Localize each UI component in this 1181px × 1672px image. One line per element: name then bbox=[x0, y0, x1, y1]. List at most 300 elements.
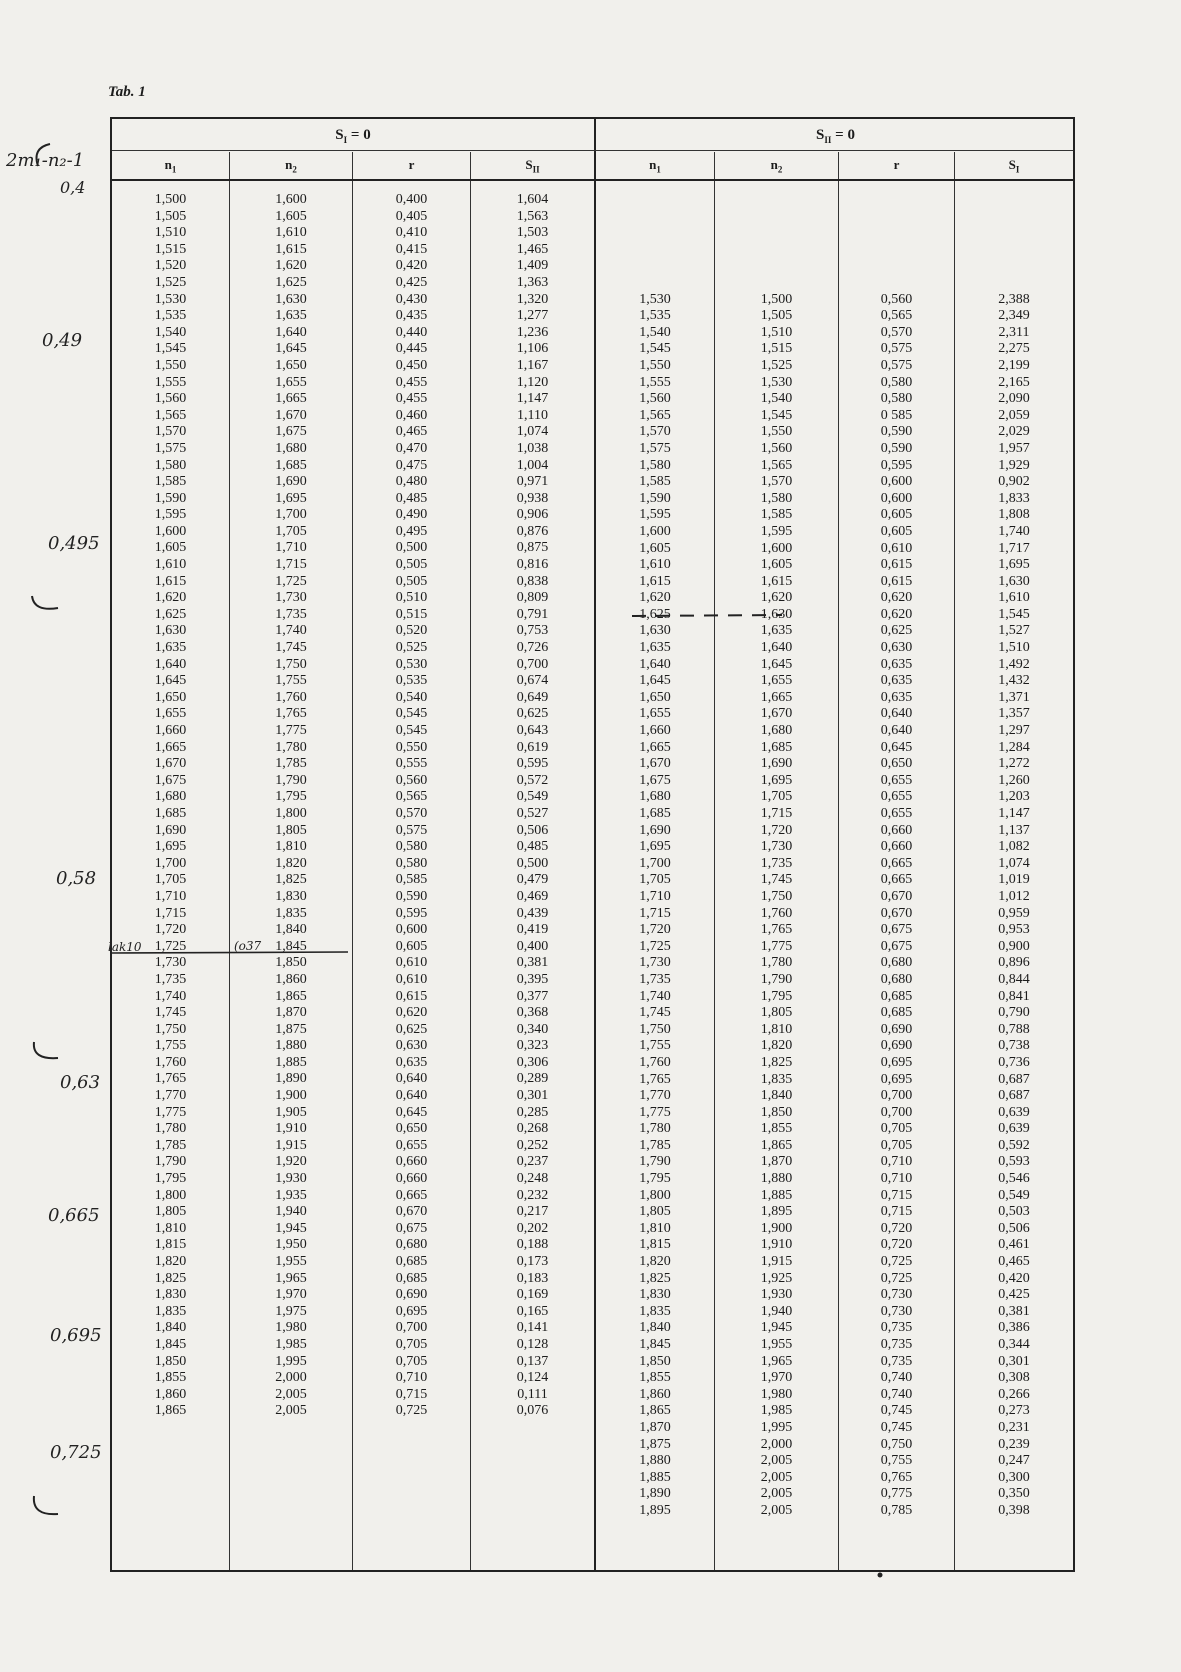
table-cell: 1,320 bbox=[516, 291, 549, 307]
table-cell: 1,860 bbox=[639, 1386, 671, 1402]
table-cell: 0,735 bbox=[880, 1353, 913, 1369]
table-cell: 1,640 bbox=[275, 324, 307, 340]
table-cell: 1,685 bbox=[154, 805, 187, 821]
table-cell: 0,790 bbox=[998, 1005, 1030, 1021]
table-cell: 0,415 bbox=[395, 241, 428, 257]
table-cell: 1,740 bbox=[154, 988, 187, 1004]
table-cell: 1,357 bbox=[998, 706, 1030, 722]
table-cell: 1,830 bbox=[154, 1287, 187, 1303]
table-cell: 0,705 bbox=[880, 1137, 913, 1153]
table-cell: 1,929 bbox=[998, 457, 1030, 473]
table-cell: 1,805 bbox=[760, 1005, 793, 1021]
table-cell: 0,700 bbox=[880, 1088, 913, 1104]
table-cell: 0,725 bbox=[395, 1403, 428, 1419]
table-cell: 1,650 bbox=[154, 689, 187, 705]
table-cell: 1,432 bbox=[998, 673, 1030, 689]
table-cell: 0,675 bbox=[880, 922, 913, 938]
table-cell: 0,252 bbox=[516, 1137, 549, 1153]
table-cell: 0,485 bbox=[516, 839, 549, 855]
table-cell: 1,074 bbox=[516, 424, 549, 440]
table-cell: 1,655 bbox=[760, 673, 793, 689]
table-cell: 1,650 bbox=[275, 357, 307, 373]
table-cell: 0,344 bbox=[998, 1337, 1030, 1352]
table-cell: 2,005 bbox=[275, 1403, 307, 1419]
table-cell: 0,111 bbox=[517, 1386, 548, 1402]
table-cell: 0,580 bbox=[880, 374, 913, 390]
table-cell: 2,000 bbox=[760, 1436, 793, 1452]
table-cell: 1,880 bbox=[760, 1171, 793, 1187]
table-cell: 1,780 bbox=[154, 1121, 187, 1137]
table-cell: 1,120 bbox=[516, 374, 549, 390]
table-cell: 0,687 bbox=[998, 1071, 1030, 1087]
table-cell: 0,419 bbox=[516, 922, 549, 938]
table-cell: 2,029 bbox=[998, 424, 1030, 440]
table-cell: 0,455 bbox=[395, 391, 428, 407]
table-cell: 1,550 bbox=[154, 357, 187, 373]
table-cell: 1,260 bbox=[998, 772, 1030, 788]
table-cell: 2,165 bbox=[998, 374, 1030, 390]
table-cell: 0,460 bbox=[395, 407, 428, 423]
table-cell: 1,775 bbox=[760, 938, 793, 954]
table-cell: 0,620 bbox=[880, 590, 913, 606]
table-cell: 2,005 bbox=[760, 1486, 793, 1502]
table-cell: 1,675 bbox=[154, 772, 187, 788]
table-cell: 1,820 bbox=[154, 1254, 187, 1269]
table-cell: 1,885 bbox=[760, 1187, 793, 1203]
table-cell: 1,920 bbox=[275, 1154, 307, 1170]
table-cell: 0,725 bbox=[880, 1270, 913, 1286]
table-cell: 1,620 bbox=[275, 258, 307, 274]
col-header-r: r bbox=[408, 157, 415, 172]
table-cell: 1,910 bbox=[275, 1121, 307, 1137]
table-cell: 0,655 bbox=[880, 806, 913, 821]
table-cell: 1,835 bbox=[154, 1303, 187, 1319]
table-cell: 1,760 bbox=[639, 1054, 671, 1070]
table-cell: 0,165 bbox=[516, 1303, 549, 1319]
left-r-column bbox=[353, 192, 470, 1420]
table-cell: 1,605 bbox=[275, 208, 307, 224]
table-cell: 1,955 bbox=[760, 1337, 793, 1352]
table-cell: 1,830 bbox=[639, 1287, 671, 1303]
table-cell: 1,236 bbox=[516, 324, 549, 340]
table-cell: 0,720 bbox=[880, 1220, 913, 1236]
table-cell: 1,745 bbox=[275, 640, 307, 656]
table-cell: 0,619 bbox=[516, 739, 549, 755]
table-cell: 1,815 bbox=[639, 1237, 671, 1253]
table-cell: 1,297 bbox=[998, 723, 1030, 739]
table-cell: 0,788 bbox=[998, 1021, 1030, 1037]
col-header-r-right: r bbox=[893, 157, 900, 172]
table-cell: 1,910 bbox=[760, 1237, 793, 1253]
table-cell: 1,745 bbox=[154, 1005, 187, 1021]
table-cell: 1,790 bbox=[154, 1154, 187, 1170]
table-cell: 1,740 bbox=[639, 988, 671, 1004]
table-cell: 2,005 bbox=[760, 1502, 793, 1518]
table-cell: 1,690 bbox=[275, 474, 307, 490]
table-cell: 0,753 bbox=[516, 623, 549, 639]
table-cell: 1,630 bbox=[760, 606, 793, 622]
table-cell: 1,745 bbox=[760, 872, 793, 888]
table-cell: 1,895 bbox=[760, 1204, 793, 1220]
table-cell: 1,870 bbox=[275, 1005, 307, 1021]
ink-dot bbox=[875, 1570, 885, 1580]
table-cell: 1,500 bbox=[760, 291, 793, 307]
table-cell: 0,665 bbox=[880, 872, 913, 888]
table-cell: 0,308 bbox=[998, 1370, 1030, 1386]
table-cell: 0,593 bbox=[998, 1154, 1030, 1170]
table-cell: 1,940 bbox=[760, 1303, 793, 1319]
table-cell: 1,680 bbox=[154, 789, 187, 805]
table-cell: 1,695 bbox=[760, 772, 793, 788]
table-cell: 1,725 bbox=[275, 573, 307, 589]
table-cell: 0,239 bbox=[998, 1436, 1030, 1452]
table-cell: 1,945 bbox=[760, 1320, 793, 1336]
table-cell: 1,655 bbox=[154, 706, 187, 722]
table-cell: 1,755 bbox=[154, 1038, 187, 1054]
table-cell: 2,000 bbox=[275, 1370, 307, 1386]
table-cell: 0,675 bbox=[880, 938, 913, 954]
table-cell: 1,730 bbox=[639, 955, 671, 971]
table-cell: 0,680 bbox=[395, 1237, 428, 1253]
table-cell: 1,580 bbox=[639, 457, 671, 473]
table-cell: 1,725 bbox=[639, 938, 671, 954]
table-cell: 1,840 bbox=[760, 1088, 793, 1104]
group-title-left: $S_I = 0$ bbox=[335, 127, 371, 145]
table-cell: 1,690 bbox=[639, 822, 671, 838]
table-cell: 2,005 bbox=[275, 1386, 307, 1402]
table-cell: 0,605 bbox=[880, 523, 913, 539]
table-cell: 0,400 bbox=[395, 192, 428, 207]
table-cell: 0,690 bbox=[880, 1038, 913, 1054]
table-cell: 1,820 bbox=[275, 855, 307, 871]
table-cell: 1,775 bbox=[639, 1104, 671, 1120]
table-cell: 1,147 bbox=[516, 391, 549, 407]
table-cell: 0,585 bbox=[395, 872, 428, 888]
margin-hook-mark bbox=[28, 1040, 64, 1066]
table-cell: 0,595 bbox=[395, 905, 428, 921]
table-cell: 1,780 bbox=[275, 739, 307, 755]
table-cell: 0,455 bbox=[395, 374, 428, 390]
table-cell: 1,765 bbox=[154, 1071, 187, 1087]
handnote-lak10: lak10 bbox=[108, 940, 142, 954]
table-cell: 0,735 bbox=[880, 1320, 913, 1336]
table-cell: 0,730 bbox=[880, 1303, 913, 1319]
table-cell: 0,555 bbox=[395, 756, 428, 772]
table-cell: 0,425 bbox=[998, 1287, 1030, 1303]
handnote-0695: 0,695 bbox=[50, 1325, 102, 1346]
table-cell: 1,645 bbox=[639, 673, 671, 689]
table-cell: 0,660 bbox=[880, 822, 913, 838]
table-cell: 1,860 bbox=[275, 971, 307, 987]
table-cell: 0,710 bbox=[880, 1171, 913, 1187]
table-cell: 0,231 bbox=[998, 1419, 1030, 1435]
table-cell: 0,809 bbox=[516, 590, 549, 606]
table-cell: 0,838 bbox=[516, 573, 549, 589]
table-cell: 1,655 bbox=[275, 374, 307, 390]
table-cell: 0,700 bbox=[516, 656, 549, 672]
margin-hook-mark bbox=[28, 592, 64, 618]
handnote-04: 0,4 bbox=[60, 178, 86, 197]
table-cell: 1,500 bbox=[154, 192, 187, 207]
table-cell: 1,750 bbox=[154, 1021, 187, 1037]
table-cell: 2,005 bbox=[760, 1453, 793, 1469]
table-cell: 1,465 bbox=[516, 241, 549, 257]
table-cell: 1,550 bbox=[760, 424, 793, 440]
table-cell: 0,560 bbox=[395, 772, 428, 788]
table-cell: 1,660 bbox=[154, 723, 187, 738]
table-cell: 1,630 bbox=[639, 623, 671, 639]
table-cell: 0,232 bbox=[516, 1187, 549, 1203]
table-cell: 1,510 bbox=[760, 324, 793, 340]
table-cell: 1,585 bbox=[639, 474, 671, 490]
table-cell: 0,705 bbox=[395, 1353, 428, 1369]
table-label: Tab. 1 bbox=[108, 84, 146, 100]
table-cell: 0,685 bbox=[880, 988, 913, 1004]
table-cell: 1,604 bbox=[516, 192, 549, 207]
table-cell: 0,500 bbox=[516, 855, 549, 871]
table-cell: 0,639 bbox=[998, 1104, 1030, 1120]
table-cell: 1,615 bbox=[154, 573, 187, 589]
table-cell: 1,835 bbox=[275, 905, 307, 921]
table-cell: 1,665 bbox=[275, 391, 307, 407]
table-cell: 1,765 bbox=[760, 922, 793, 938]
table-cell: 2,275 bbox=[998, 341, 1030, 357]
table-cell: 1,735 bbox=[275, 606, 307, 622]
left-n2-column bbox=[230, 192, 352, 1420]
table-cell: 0,560 bbox=[880, 291, 913, 307]
table-cell: 1,110 bbox=[517, 407, 548, 423]
table-cell: 1,600 bbox=[154, 523, 187, 539]
table-cell: 1,780 bbox=[760, 955, 793, 971]
col-header-sii: $S_{II}$ bbox=[525, 157, 540, 175]
table-cell: 0,247 bbox=[998, 1453, 1030, 1469]
table-cell: 0,775 bbox=[880, 1486, 913, 1502]
handnote-0725: 0,725 bbox=[50, 1442, 102, 1463]
table-cell: 1,905 bbox=[275, 1104, 307, 1120]
table-cell: 1,750 bbox=[275, 656, 307, 672]
table-cell: 0,128 bbox=[516, 1336, 549, 1352]
handnote-049: 0,49 bbox=[42, 330, 83, 351]
table-cell: 1,865 bbox=[154, 1403, 187, 1419]
table-cell: 1,565 bbox=[639, 407, 671, 423]
table-cell: 0,639 bbox=[998, 1121, 1030, 1137]
table-cell: 0,640 bbox=[880, 706, 913, 722]
table-cell: 1,900 bbox=[275, 1088, 307, 1104]
table-cell: 0,572 bbox=[516, 772, 549, 788]
table-cell: 1,695 bbox=[998, 557, 1030, 573]
table-cell: 1,645 bbox=[275, 341, 307, 357]
table-cell: 1,780 bbox=[639, 1121, 671, 1137]
table-cell: 1,575 bbox=[639, 440, 671, 456]
table-cell: 0,124 bbox=[516, 1370, 549, 1386]
table-cell: 2,059 bbox=[998, 407, 1030, 423]
table-cell: 0,745 bbox=[880, 1419, 913, 1435]
margin-hook-mark bbox=[28, 140, 58, 170]
table-cell: 0,461 bbox=[998, 1237, 1030, 1253]
table-cell: 0,590 bbox=[880, 440, 913, 456]
table-cell: 0,300 bbox=[998, 1469, 1030, 1485]
table-cell: 0,605 bbox=[395, 938, 428, 954]
table-cell: 0,465 bbox=[998, 1254, 1030, 1270]
table-cell: 1,965 bbox=[760, 1353, 793, 1369]
table-cell: 0,570 bbox=[880, 324, 913, 340]
table-cell: 0,875 bbox=[516, 540, 549, 556]
table-cell: 1,550 bbox=[639, 357, 671, 373]
table-cell: 1,371 bbox=[998, 689, 1030, 705]
table-cell: 1,675 bbox=[275, 424, 307, 440]
table-cell: 1,875 bbox=[639, 1436, 671, 1452]
table-cell: 0,841 bbox=[998, 988, 1030, 1004]
table-cell: 1,137 bbox=[998, 822, 1030, 838]
table-cell: 0,575 bbox=[880, 341, 913, 357]
handnote-o37: (o37 bbox=[234, 939, 262, 953]
table-cell: 1,545 bbox=[760, 407, 793, 423]
table-cell: 0,076 bbox=[516, 1403, 549, 1419]
table-cell: 1,740 bbox=[275, 623, 307, 639]
col-header-n2: $n_2$ bbox=[285, 157, 297, 175]
table-cell: 1,805 bbox=[275, 822, 307, 838]
table-cell: 1,560 bbox=[639, 391, 671, 407]
table-cell: 0,690 bbox=[880, 1021, 913, 1037]
table-cell: 1,505 bbox=[760, 308, 793, 324]
table-cell: 0,687 bbox=[998, 1088, 1030, 1104]
col-header-n1-right: $n_1$ bbox=[649, 157, 661, 175]
table-cell: 1,680 bbox=[760, 723, 793, 739]
table-cell: 0,685 bbox=[395, 1270, 428, 1286]
table-cell: 1,670 bbox=[154, 756, 187, 772]
table-cell: 0,301 bbox=[998, 1353, 1030, 1369]
table-cell: 1,833 bbox=[998, 490, 1030, 506]
table-cell: 1,695 bbox=[639, 839, 671, 855]
table-cell: 1,019 bbox=[998, 872, 1030, 888]
table-cell: 0,450 bbox=[395, 357, 428, 373]
table-cell: 1,012 bbox=[998, 888, 1030, 904]
table-cell: 1,720 bbox=[639, 922, 671, 938]
table-cell: 0,565 bbox=[880, 308, 913, 324]
table-cell: 0,405 bbox=[395, 208, 428, 224]
table-cell: 1,505 bbox=[154, 208, 187, 224]
table-cell: 0,485 bbox=[395, 490, 428, 506]
table-cell: 0,615 bbox=[395, 988, 428, 1004]
table-cell: 0,289 bbox=[516, 1071, 549, 1087]
table-cell: 1,690 bbox=[760, 756, 793, 772]
table-cell: 1,147 bbox=[998, 806, 1030, 821]
table-cell: 1,545 bbox=[998, 606, 1030, 622]
table-cell: 2,349 bbox=[998, 308, 1030, 324]
table-cell: 1,855 bbox=[760, 1121, 793, 1137]
table-cell: 1,535 bbox=[154, 308, 187, 324]
table-cell: 1,700 bbox=[275, 507, 307, 523]
table-cell: 2,005 bbox=[760, 1469, 793, 1485]
right-r-column bbox=[839, 292, 954, 1520]
table-cell: 0,736 bbox=[998, 1054, 1030, 1070]
table-cell: 0,580 bbox=[395, 839, 428, 855]
table-cell: 1,870 bbox=[760, 1154, 793, 1170]
table-cell: 1,820 bbox=[760, 1038, 793, 1054]
table-cell: 1,730 bbox=[154, 955, 187, 971]
table-cell: 0,430 bbox=[395, 291, 428, 307]
table-cell: 1,830 bbox=[275, 888, 307, 904]
table-cell: 1,835 bbox=[760, 1071, 793, 1087]
table-cell: 1,670 bbox=[275, 407, 307, 423]
table-cell: 0,680 bbox=[880, 955, 913, 971]
table-cell: 1,790 bbox=[275, 772, 307, 788]
table-cell: 1,630 bbox=[275, 291, 307, 307]
table-cell: 1,685 bbox=[760, 739, 793, 755]
table-cell: 0,625 bbox=[516, 706, 549, 722]
table-cell: 0,595 bbox=[516, 756, 549, 772]
table-cell: 1,735 bbox=[154, 971, 187, 987]
table-cell: 1,800 bbox=[639, 1187, 671, 1203]
table-cell: 0,217 bbox=[516, 1204, 549, 1220]
table-cell: 0,266 bbox=[998, 1386, 1030, 1402]
table-cell: 1,605 bbox=[154, 540, 187, 556]
table-cell: 1,825 bbox=[154, 1270, 187, 1286]
handnote-063: 0,63 bbox=[60, 1072, 101, 1093]
table-cell: 0,545 bbox=[395, 723, 428, 738]
table-cell: 1,525 bbox=[760, 357, 793, 373]
table-cell: 1,675 bbox=[639, 772, 671, 788]
table-cell: 0,381 bbox=[998, 1303, 1030, 1319]
table-cell: 1,665 bbox=[154, 739, 187, 755]
table-cell: 1,860 bbox=[154, 1386, 187, 1402]
table-cell: 0,480 bbox=[395, 474, 428, 490]
table-cell: 0,535 bbox=[395, 673, 428, 689]
table-cell: 0,600 bbox=[880, 474, 913, 490]
table-cell: 1,625 bbox=[275, 274, 307, 290]
table-cell: 0,590 bbox=[395, 888, 428, 904]
table-cell: 1,595 bbox=[760, 523, 793, 539]
table-cell: 0,655 bbox=[395, 1137, 428, 1153]
table-cell: 1,795 bbox=[154, 1171, 187, 1187]
table-cell: 0,575 bbox=[395, 822, 428, 838]
table-cell: 1,775 bbox=[154, 1104, 187, 1120]
table-cell: 1,895 bbox=[639, 1502, 671, 1518]
table-cell: 1,074 bbox=[998, 855, 1030, 871]
table-cell: 1,825 bbox=[760, 1054, 793, 1070]
table-cell: 1,785 bbox=[639, 1137, 671, 1153]
table-cell: 1,775 bbox=[275, 723, 307, 738]
table-cell: 1,277 bbox=[516, 308, 549, 324]
handnote-0495: 0,495 bbox=[48, 533, 100, 554]
table-cell: 1,680 bbox=[275, 440, 307, 456]
table-cell: 1,750 bbox=[760, 888, 793, 904]
table-cell: 1,525 bbox=[154, 274, 187, 290]
table-cell: 0,237 bbox=[516, 1154, 549, 1170]
handnote-0665: 0,665 bbox=[48, 1205, 100, 1226]
table-cell: 1,790 bbox=[639, 1154, 671, 1170]
table-cell: 1,965 bbox=[275, 1270, 307, 1286]
table-cell: 1,850 bbox=[154, 1353, 187, 1369]
table-cell: 0,368 bbox=[516, 1005, 549, 1021]
table-cell: 0,530 bbox=[395, 656, 428, 672]
table-cell: 1,560 bbox=[154, 391, 187, 407]
table-cell: 0,549 bbox=[516, 789, 549, 805]
table-cell: 1,815 bbox=[154, 1237, 187, 1253]
table-cell: 1,985 bbox=[275, 1336, 307, 1352]
table-cell: 1,585 bbox=[760, 507, 793, 523]
table-cell: 0,680 bbox=[880, 971, 913, 987]
table-cell: 1,610 bbox=[154, 557, 187, 573]
table-cell: 0,649 bbox=[516, 689, 549, 705]
table-cell: 0,720 bbox=[880, 1237, 913, 1253]
table-cell: 2,199 bbox=[998, 357, 1030, 373]
table-cell: 0,340 bbox=[516, 1021, 549, 1037]
table-cell: 1,810 bbox=[760, 1021, 793, 1037]
table-cell: 1,995 bbox=[275, 1353, 307, 1369]
table-cell: 1,800 bbox=[275, 805, 307, 821]
table-cell: 0,640 bbox=[395, 1071, 428, 1087]
